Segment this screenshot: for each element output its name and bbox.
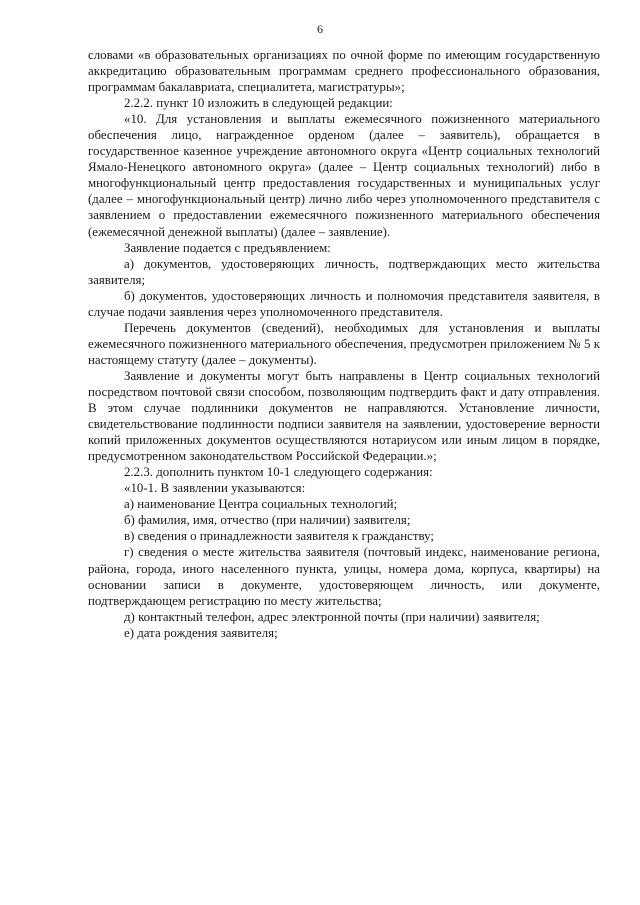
paragraph: 2.2.3. дополнить пунктом 10-1 следующего содержания: <box>124 465 433 480</box>
paragraph: б) фамилия, имя, отчество (при наличии) заявителя; <box>124 513 411 528</box>
paragraph: д) контактный телефон, адрес электронной почты (при наличии) заявителя; <box>124 609 540 624</box>
paragraph: «10. Для установления и выплаты ежемесячного пожизненного материального обеспечения лицо, награжденное орденом (далее – заявитель), обращается в государственное казенное учреждение автономного округа «Центр социальных технологий Ямало-Ненецкого автономного округа» (далее – Центр социальных технологий) либо в многофункциональный центр предоставления государственных и муниципальных услуг (далее – многофункциональный центр) лично либо через уполномоченного представителя с заявлением о предоставлении ежемесячного пожизненного материального обеспечения (ежемесячной денежной выплаты) (далее – заявление). <box>88 112 600 239</box>
paragraph: Заявление подается с предъявлением: <box>124 240 331 255</box>
document-body <box>88 47 600 641</box>
paragraph: словами «в образовательных организациях по очной форме по имеющим государственную аккредитацию образовательным программам среднего профессионального образования, программам бакалавриата, специалитета, магистратуры»; <box>88 48 600 95</box>
page-number: 6 <box>317 22 323 36</box>
paragraph: а) документов, удостоверяющих личность, подтверждающих место жительства заявителя; <box>88 256 600 287</box>
paragraph: 2.2.2. пункт 10 изложить в следующей редакции: <box>124 96 393 111</box>
paragraph: б) документов, удостоверяющих личность и полномочия представителя заявителя, в случае подачи заявления через уполномоченного представителя. <box>88 288 600 319</box>
paragraph: «10-1. В заявлении указываются: <box>124 481 306 496</box>
paragraph: Перечень документов (сведений), необходимых для установления и выплаты ежемесячного пожизненного материального обеспечения, предусмотрен приложением № 5 к настоящему статуту (далее – документы). <box>88 320 600 367</box>
paragraph: а) наименование Центра социальных технологий; <box>124 497 398 512</box>
paragraph: Заявление и документы могут быть направлены в Центр социальных технологий посредством почтовой связи способом, позволяющим подтвердить факт и дату отправления. В этом случае подлинники документов не направляются. Установление личности, свидетельствование подлинности подписи заявителя на заявлении, удостоверение верности копий приложенных документов осуществляются нотариусом или иным лицом в порядке, предусмотренном законодательством Российской Федерации.»; <box>88 368 600 464</box>
paragraph: е) дата рождения заявителя; <box>124 625 278 640</box>
paragraph: г) сведения о месте жительства заявителя (почтовый индекс, наименование региона, района, города, иного населенного пункта, улицы, номера дома, корпуса, квартиры) на основании записи в документе, удостоверяющем личность, или документе, подтверждающем регистрацию по месту жительства; <box>88 545 600 608</box>
paragraph: в) сведения о принадлежности заявителя к гражданству; <box>124 529 434 544</box>
